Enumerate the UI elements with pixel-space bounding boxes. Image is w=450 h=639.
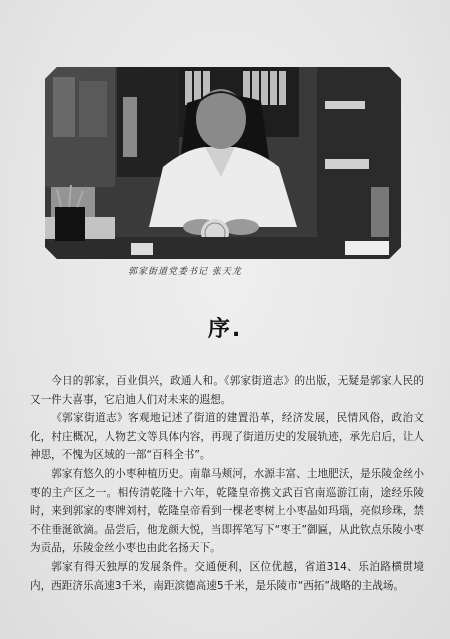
paragraph: 郭家有悠久的小枣种植历史。南靠马颊河，水源丰富、土地肥沃，是乐陵金丝小枣的主产区之一。相传清乾隆十六年，乾隆皇帝携文武百官南巡游江南，途经乐陵时，来到郭家的枣牌刘村，乾隆皇帝看到一棵老枣树上小枣晶如玛瑙，亮似珍珠，禁不住垂涎欲滴。品尝后，他龙颜大悦，当即挥笔写下“枣王”御匾，从此钦点乐陵小枣为贡品，乐陵金丝小枣也由此名扬天下。 — [30, 467, 424, 555]
photo-caption: 郭家街道党委书记 张天龙 — [128, 267, 242, 277]
paragraph: 郭家有得天独厚的发展条件。交通便利，区位优越，省道314、乐泊路横贯境内，西距济乐高速3千米，南距滨德高速5千米，是乐陵市“西拓”战略的主战场。 — [30, 560, 424, 592]
paragraph: 今日的郭家，百业俱兴，政通人和。《郭家街道志》的出版，无疑是郭家人民的又一件大喜事，它启迪人们对未来的遐想。 — [30, 375, 424, 406]
portrait-photo — [45, 67, 401, 259]
section-heading: 序. — [207, 317, 243, 342]
preface-body — [30, 372, 424, 595]
paragraph: 《郭家街道志》客观地记述了街道的建置沿革，经济发展，民情风俗，政治文化，村庄概况，人物艺文等具体内容，再现了街道历史的发展轨迹，承先启后，让人神思，不愧为区域的一部“百科全书”。 — [30, 412, 424, 462]
